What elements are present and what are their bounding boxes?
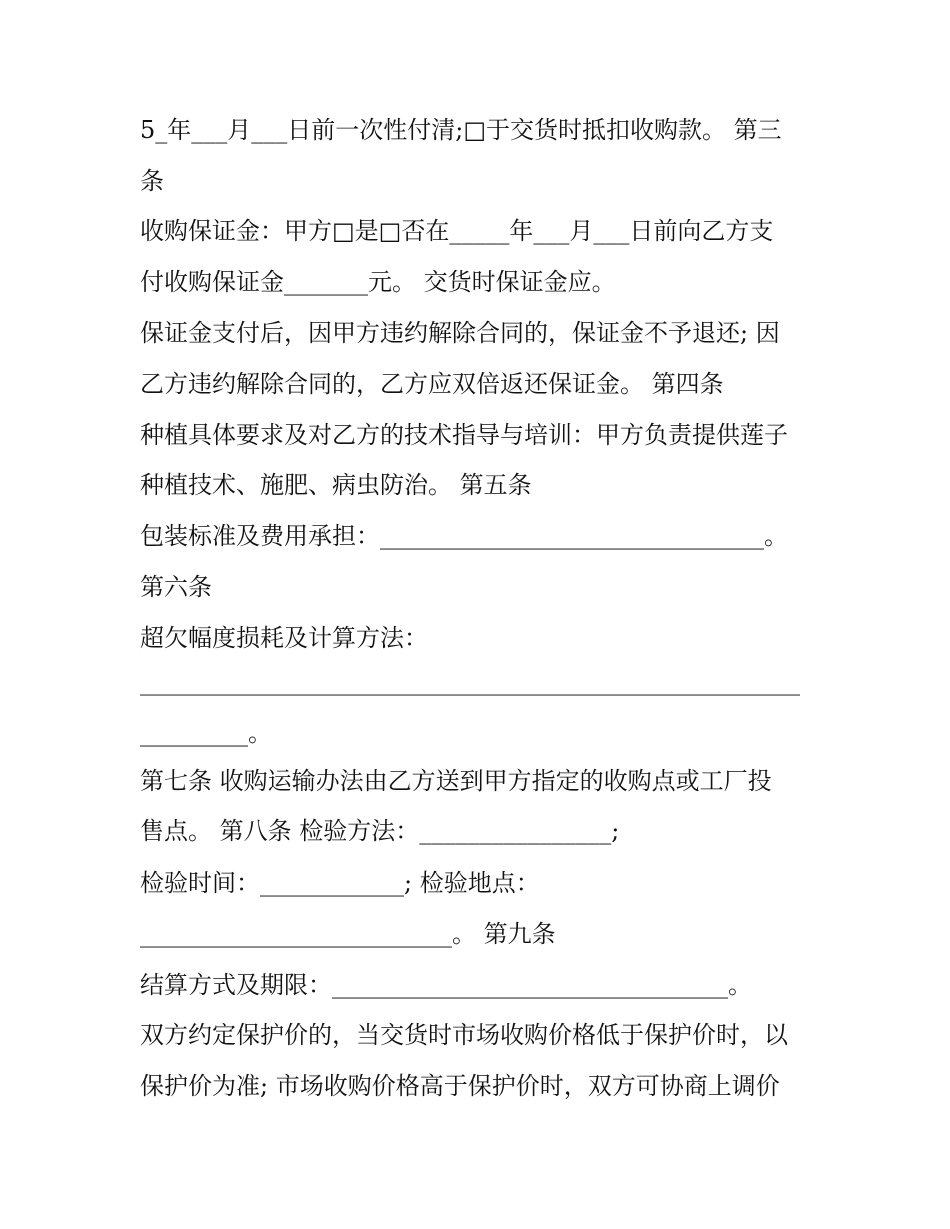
text-line: 检验时间：____________; 检验地点： — [140, 869, 540, 897]
text-line: 保护价为准; 市场收购价格高于保护价时，双方可协商上调价 — [140, 1072, 780, 1100]
text-line: 第七条 收购运输办法由乙方送到甲方指定的收购点或工厂投 — [140, 767, 772, 795]
text-line: 付收购保证金_______元。 交货时保证金应。 — [140, 268, 616, 296]
text-line: 第六条 — [140, 573, 212, 601]
text-line: 保证金支付后，因甲方违约解除合同的，保证金不予退还; 因 — [140, 319, 780, 347]
text-line: 售点。 第八条 检验方法：________________; — [140, 817, 620, 845]
text-line: 5_年___月___日前一次性付清;□于交货时抵扣收购款。 第三 — [140, 116, 782, 144]
text-line: 条 — [140, 167, 164, 195]
text-line: 种植具体要求及对乙方的技术指导与培训：甲方负责提供莲子 — [140, 421, 788, 449]
text-line: 种植技术、施肥、病虫防治。 第五条 — [140, 471, 532, 499]
text-line: 双方约定保护价的，当交货时市场收购价格低于保护价时，以 — [140, 1021, 788, 1049]
text-line: 包装标准及费用承担：________________________________。 — [140, 522, 788, 550]
text-line: 收购保证金：甲方□是□否在_____年___月___日前向乙方支 — [140, 217, 774, 245]
underline-blank: _________。 — [140, 719, 272, 747]
text-line: 结算方式及期限：_________________________________。 — [140, 971, 752, 999]
underline-blank: _______________________________________________________ — [140, 668, 800, 696]
text-line: 超欠幅度损耗及计算方法： — [140, 624, 428, 652]
text-line: __________________________。 第九条 — [140, 920, 556, 948]
text-line: 乙方违约解除合同的，乙方应双倍返还保证金。 第四条 — [140, 370, 724, 398]
